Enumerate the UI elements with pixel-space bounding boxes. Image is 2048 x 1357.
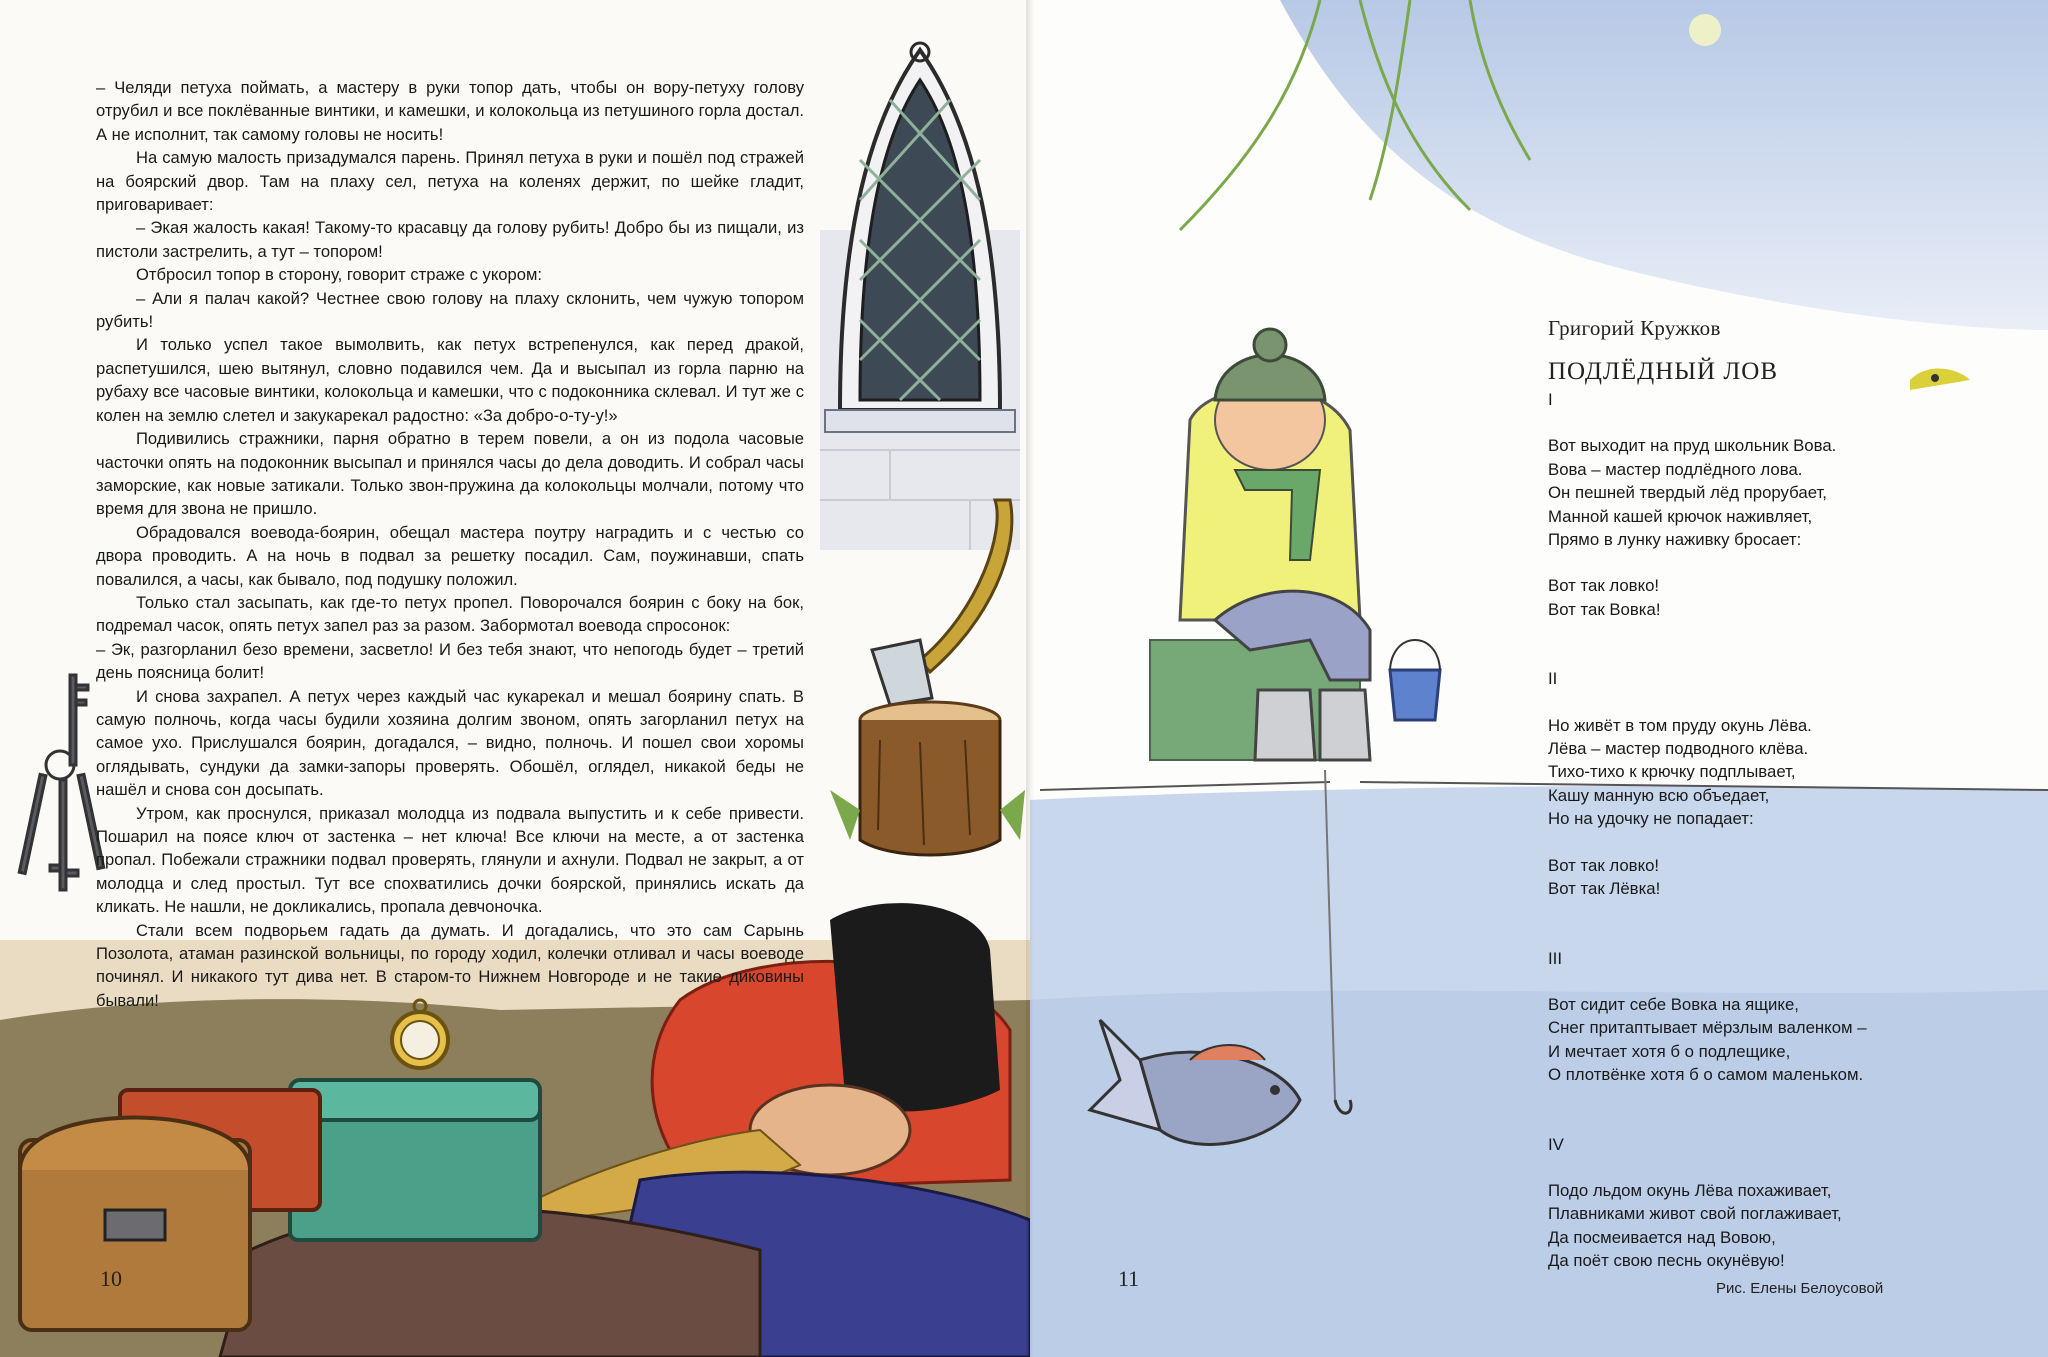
poem-line: О плотвёнке хотя б о самом маленьком. [1548, 1065, 1864, 1085]
stanza-number: IV [1548, 1134, 1564, 1154]
poem-line: Кашу манную всю объедает, [1548, 785, 1770, 805]
stanza [1548, 947, 2008, 1087]
story-paragraph: – Эк, разгорланил безо времени, засветло! И без тебя знают, что непогодь будет – третий день поясница болит! [96, 639, 804, 683]
poem-line: Плавниками живот свой поглаживает, [1548, 1204, 1842, 1224]
story-paragraph: – Али я палач какой? Честнее свою голову на плаху склонить, чем чужую топором рубить! [96, 288, 804, 332]
poem-refrain-line: Вот так ловко! [1548, 576, 1660, 596]
story-paragraph: Отбросил топор в сторону, говорит страже с укором: [136, 265, 542, 285]
story-paragraph: Только стал засыпать, как где-то петух пропел. Поворочался боярин с боку на бок, подремал часок, опять петух запел раз за разом. Забормотал воевода спросонок: [96, 592, 804, 636]
poem-line: Прямо в лунку наживку бросает: [1548, 530, 1802, 550]
axe-stump-illustration [820, 490, 1030, 870]
story-paragraph: Стали всем подворьем гадать да думать. И догадались, что это сам Сарынь Позолота, атаман разинской вольницы, по городу ходил, колечки отливал и часы воеводе починял. И никакого тут дива нет. В старом-то Нижнем Новгороде и не такие диковины бывали! [96, 920, 804, 1010]
story-paragraph: – Экая жалость какая! Такому-то красавцу да голову рубить! Добро бы из пищали, из пистоли застрелить, а тут – топором! [96, 218, 804, 261]
poem-line: Вот выходит на пруд школьник Вова. [1548, 436, 1837, 456]
poem-line: Лёва – мастер подводного клёва. [1548, 739, 1809, 759]
poem-title: ПОДЛЁДНЫЙ ЛОВ [1548, 358, 1779, 385]
story-paragraph: Утром, как проснулся, приказал молодца из подвала выпустить и к себе привести. Пошарил на поясе ключ от застенка – нет ключа! Все ключи на месте, а от застенка пропал. Побежали стражники подвал проверять, глянули и ахнули. Подвал не закрыт, а от молодца и след простыл. Тут все спохватились дочки боярской, принялись искать да кликать. Не нашли, не докликались, пропала девчоночка. [96, 803, 804, 917]
poem-refrain-line: Вот так Вовка! [1548, 599, 1661, 619]
poem-line: Но живёт в том пруду окунь Лёва. [1548, 715, 1812, 735]
page-number-right: 11 [1118, 1266, 1140, 1291]
poem-text [1548, 388, 2008, 1296]
keys-illustration [10, 670, 110, 910]
illustration-credit: Рис. Елены Белоусовой [1716, 1280, 1884, 1297]
page-number-left: 10 [100, 1266, 122, 1291]
story-paragraph: Подивились стражники, парня обратно в терем повели, а он из подола часовые часточки опять на подоконник высыпал и принялся часы до дела доводить. И собрал часы заморские, как новые затикали. Только звон-пружина да колокольцы молчали, потому что время для звона не пришло. [96, 429, 804, 519]
stanza-number: III [1548, 948, 1562, 968]
poem-line: Подо льдом окунь Лёва похаживает, [1548, 1180, 1832, 1200]
story-paragraph: На самую малость призадумался парень. Принял петуха в руки и пошёл под стражей на боярский двор. Там на плаху сел, петуха на коленях держит, по шейке гладит, приговаривает: [96, 148, 804, 215]
poem-line: Вова – мастер подлёдного лова. [1548, 459, 1803, 479]
stanza [1548, 388, 2008, 621]
story-text [96, 76, 804, 1012]
story-paragraph: И снова захрапел. А петух через каждый час кукарекал и мешал боярину спать. В самую полночь, когда часы будили хозяина долгим звоном, опять загорланил петух на самое ухо. Прислушался боярин, догадался, – видно, полночь. И пошел свои хоромы оглядывать, сундуки да замки-запоры проверять. Обошёл, оглядел, никакой беды не нашёл и снова сон досыпать. [96, 686, 804, 800]
poem-line: Вот сидит себе Вовка на ящике, [1548, 994, 1799, 1014]
poem-line: Он пешней твердый лёд прорубает, [1548, 483, 1827, 503]
poem-refrain-line: Вот так Лёвка! [1548, 879, 1661, 899]
stanza-number: II [1548, 669, 1558, 689]
poem-line: И мечтает хотя б о подлещике, [1548, 1041, 1791, 1061]
poem-line: Тихо-тихо к крючку подплывает, [1548, 762, 1796, 782]
poem-line: Манной кашей крючок наживляет, [1548, 506, 1813, 526]
poem-line: Да поёт свою песнь окунёвую! [1548, 1251, 1785, 1271]
stanza [1548, 667, 2008, 900]
stanza [1548, 1133, 2008, 1273]
poem-line: Снег притаптывает мёрзлым валенком – [1548, 1018, 1867, 1038]
stanza-number: I [1548, 390, 1553, 409]
poem-line: Да посмеивается над Вовою, [1548, 1227, 1776, 1247]
book-gutter [1026, 0, 1034, 1357]
story-paragraph: – Челяди петуха поймать, а мастеру в руки топор дать, чтобы он вору-петуху голову отрубил и все поклёванные винтики, и камешки, и колокольца из петушиного горла достал. А не исполнит, так самому головы не носить! [96, 78, 804, 144]
window-illustration [810, 30, 1030, 550]
poem-refrain-line: Вот так ловко! [1548, 855, 1660, 875]
poem-line: Но на удочку не попадает: [1548, 809, 1754, 829]
story-paragraph: И только успел такое вымолвить, как петух встрепенулся, как перед дракой, распетушился, шею вытянул, словно подавился чем. Да и высыпал из горла парню на рубаху все часовые винтики, колокольца и камешки, что с подоконника склевал. И тут же с колен на землю слетел и закукарекал радостно: «За добро-о-ту-у!» [96, 335, 804, 425]
story-paragraph: Обрадовался воевода-боярин, обещал мастера поутру наградить и с честью со двора проводить. А на ночь в подвал за решетку посадил. Сам, поужинавши, спать повалился, а часы, как бывало, под подушку положил. [96, 522, 804, 589]
poem-author: Григорий Кружков [1548, 316, 1721, 340]
